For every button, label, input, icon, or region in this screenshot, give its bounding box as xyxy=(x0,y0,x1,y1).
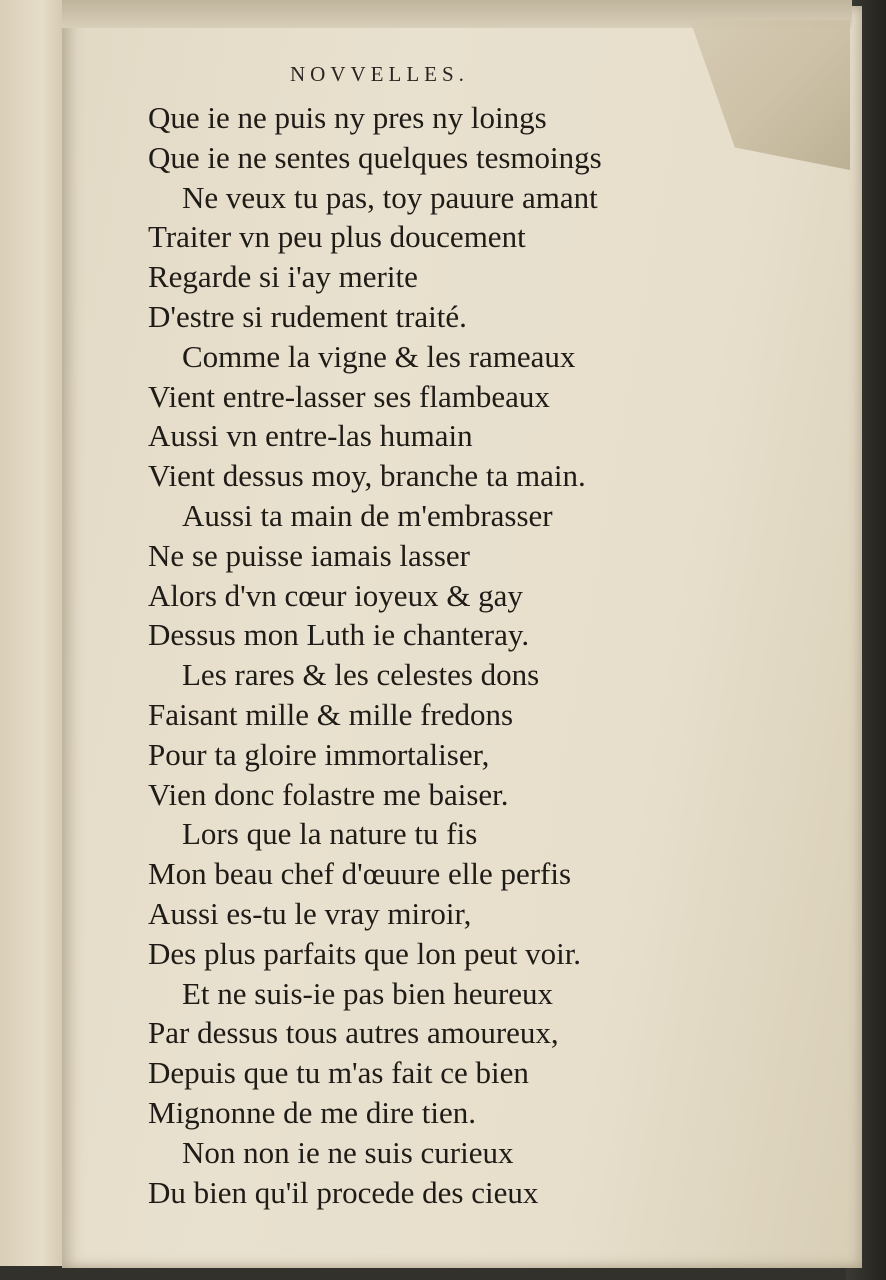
poem-line: Que ie ne puis ny pres ny loings xyxy=(148,100,547,135)
poem-line: Ne veux tu pas, toy pauure amant xyxy=(182,179,598,215)
poem-line: Vient entre-lasser ses flambeaux xyxy=(148,378,550,414)
poem-line: Du bien qu'il procede des cieux xyxy=(148,1174,539,1210)
poem-line: Comme la vigne & les rameaux xyxy=(182,338,576,374)
poem-line: Les rares & les celestes dons xyxy=(182,657,540,693)
poem-line: Traiter vn peu plus doucement xyxy=(148,219,526,255)
poem-line: Alors d'vn cœur ioyeux & gay xyxy=(148,577,523,613)
poem-line: Des plus parfaits que lon peut voir. xyxy=(148,935,582,971)
poem-line: Par dessus tous autres amoureux, xyxy=(148,1015,559,1051)
poem-line: Ne se puisse iamais lasser xyxy=(148,537,470,573)
poem-line: Et ne suis-ie pas bien heureux xyxy=(182,975,554,1011)
poem-line: D'estre si rudement traité. xyxy=(148,298,467,334)
poem-line: Que ie ne sentes quelques tesmoings xyxy=(148,139,602,175)
poem-text xyxy=(148,98,708,1212)
poem-line: Aussi es-tu le vray miroir, xyxy=(148,895,472,931)
poem-line: Mignonne de me dire tien. xyxy=(148,1094,476,1130)
poem-line: Aussi ta main de m'embrasser xyxy=(182,497,553,533)
poem-line: Depuis que tu m'as fait ce bien xyxy=(148,1055,529,1091)
poem-line: Pour ta gloire immortaliser, xyxy=(148,736,490,772)
poem-line: Non non ie ne suis curieux xyxy=(182,1134,514,1170)
running-head: NOVVELLES. xyxy=(290,62,469,86)
poem-line: Lors que la nature tu fis xyxy=(182,816,478,852)
poem-line: Vien donc folastre me baiser. xyxy=(148,776,509,812)
poem-line: Aussi vn entre-las humain xyxy=(148,418,473,454)
poem-line: Vient dessus moy, branche ta main. xyxy=(148,458,586,494)
poem-line: Mon beau chef d'œuure elle perfis xyxy=(148,856,572,892)
poem-line: Regarde si i'ay merite xyxy=(148,259,418,295)
poem-line: Faisant mille & mille fredons xyxy=(148,696,514,732)
poem-line: Dessus mon Luth ie chanteray. xyxy=(148,617,530,653)
